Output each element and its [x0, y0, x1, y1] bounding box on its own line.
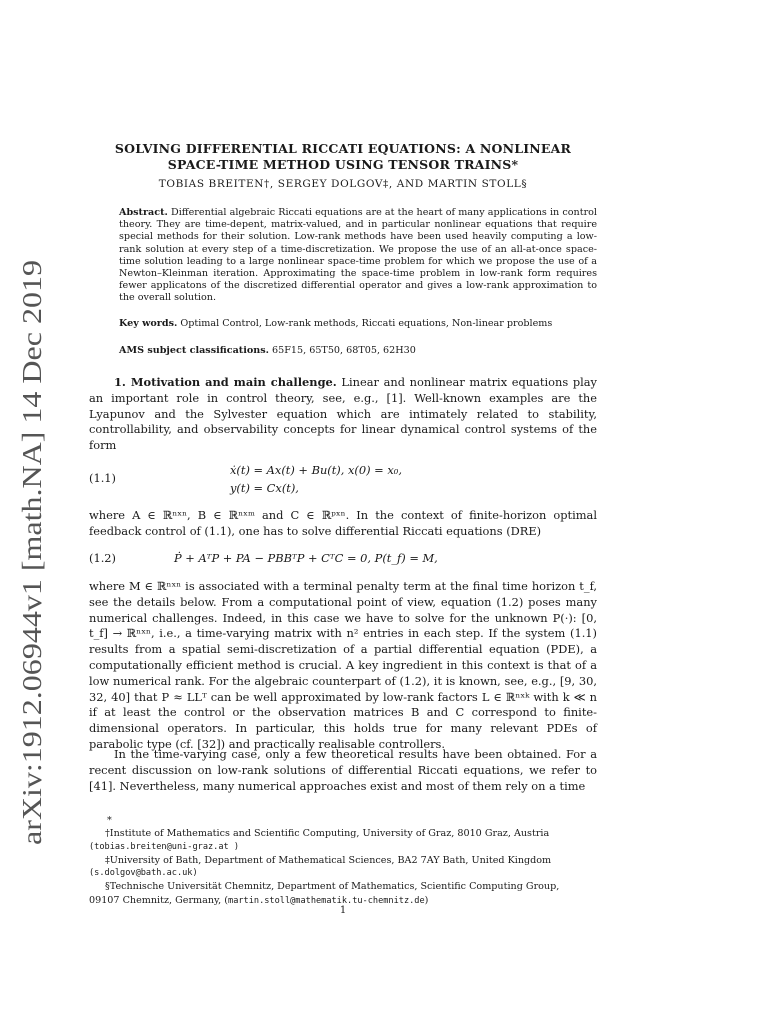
- ams-label: AMS subject classifications.: [119, 345, 269, 356]
- footnote-email-breiten[interactable]: (tobias.breiten@uni-graz.at ): [89, 841, 240, 852]
- footnote-email-dolgov[interactable]: (s.dolgov@bath.ac.uk): [89, 868, 198, 879]
- equation-number: (1.2): [89, 551, 117, 565]
- abstract-text: Differential algebraic Riccati equations are at the heart of many applications in control theory. They are time-depent, matrix-valued, and in particular nonlinear equations that require special methods for their solution. Low-rank methods have been used heavily computing a low-rank solution at every step of a time-discretization. We propose the use of an all-at-once space-time solution leading to a large nonlinear space-time problem for which we propose the use of a Newton–Kleinman iteration. Approximating the space-time problem in low-rank form requires fewer applicatons of the discretized differential operator and gives a low-rank approximation to the overall solution.: [119, 207, 597, 304]
- equation-body: Ṗ + AᵀP + PA − PBBᵀP + CᵀC = 0, P(t_f) = M,: [174, 551, 438, 565]
- paragraph-2: where A ∈ ℝⁿˣⁿ, B ∈ ℝⁿˣᵐ and C ∈ ℝᵖˣⁿ. In the context of finite-horizon optimal feedback control of (1.1), one has to solve differential Riccati equations (DRE): [89, 508, 597, 538]
- section-heading: 1. Motivation and main challenge.: [114, 375, 337, 389]
- author-list: TOBIAS BREITEN†, SERGEY DOLGOV‡, AND MARTIN STOLL§: [158, 178, 528, 190]
- paragraph-4: In the time-varying case, only a few theoretical results have been obtained. For a recent discussion on low-rank solutions of differential Riccati equations, we refer to [41]. Nevertheless, many numerical approaches exist and most of them rely on a time: [89, 747, 597, 793]
- arxiv-stamp-text: arXiv:1912.06944v1 [math.NA] 14 Dec 2019: [17, 351, 47, 845]
- arxiv-stamp: [8, 250, 52, 850]
- equation-line-1: ẋ(t) = Ax(t) + Bu(t), x(0) = x₀,: [230, 463, 402, 477]
- paragraph-3-block: [89, 579, 597, 753]
- abstract: [119, 207, 597, 305]
- abstract-label: Abstract.: [119, 207, 168, 218]
- title-line-2: SPACE-TIME METHOD USING TENSOR TRAINS*: [167, 157, 519, 172]
- footnote-email-stoll[interactable]: martin.stoll@mathematik.tu-chemnitz.de: [228, 895, 425, 906]
- equation-line-2: y(t) = Cx(t),: [230, 481, 299, 495]
- paragraph-3: where M ∈ ℝⁿˣⁿ is associated with a terminal penalty term at the final time horizon t_f, see the details below. From a computational point of view, equation (1.2) poses many numerical challenges. Indeed, in this case we have to solve for the unknown P(·): [0, t_f] → ℝⁿˣⁿ, i.e., a time-varying matrix with n² entries in each step. If the system (1.1) results from a spatial semi-discretization of a partial differential equation (PDE), a computationally efficient method is crucial. A key ingredient in this context is that of a low numerical rank. For the algebraic counterpart of (1.2), it is known, see, e.g., [9, 30, 32, 40] that P ≈ LLᵀ can be well approximated by low-rank factors L ∈ ℝⁿˣᵏ with k ≪ n if at least the control or the observation matrices B and C correspond to finite-dimensional operators. In particular, this holds true for many relevant PDEs of parabolic type (cf. [32]) and practically realisable controllers.: [89, 579, 597, 751]
- keywords-text: Optimal Control, Low-rank methods, Riccati equations, Non-linear problems: [180, 318, 553, 329]
- footnote-affiliation-graz: †Institute of Mathematics and Scientific Computing, University of Graz, 8010 Graz, Austria: [105, 828, 550, 840]
- paragraph-1: Linear and nonlinear matrix equations play an important role in control theory, see, e.g., [1]. Well-known examples are the Lyapunov and the Sylvester equation which are intimately related to stability, controllability, and observability concepts for linear dynamical control systems of the form: [89, 375, 597, 453]
- ams-classifications: [119, 345, 597, 356]
- title-line-1: SOLVING DIFFERENTIAL RICCATI EQUATIONS: A NONLINEAR: [114, 141, 572, 156]
- footnote-affiliation-chemnitz: §Technische Universität Chemnitz, Department of Mathematics, Scientific Computing Group,: [105, 881, 560, 893]
- footnote-close: ): [424, 894, 429, 906]
- keywords: [119, 318, 597, 329]
- paragraph-2-block: [89, 508, 597, 540]
- ams-text: 65F15, 65T50, 68T05, 62H30: [272, 345, 416, 356]
- footnote-address-text: 09107 Chemnitz, Germany, (: [89, 894, 229, 906]
- footnote-affiliation-bath: ‡University of Bath, Department of Mathematical Sciences, BA2 7AY Bath, United Kingdom: [105, 854, 552, 866]
- keywords-label: Key words.: [119, 318, 178, 329]
- paragraph-4-block: [89, 747, 597, 794]
- footnotes: [89, 814, 597, 908]
- section-1-intro: [89, 375, 597, 454]
- footnote-star: *: [107, 815, 112, 826]
- equation-1-1: [89, 460, 597, 500]
- paper-title: [89, 141, 597, 173]
- page-number: 1: [339, 905, 347, 916]
- equation-number: (1.1): [89, 471, 117, 485]
- equation-1-2: [89, 550, 597, 570]
